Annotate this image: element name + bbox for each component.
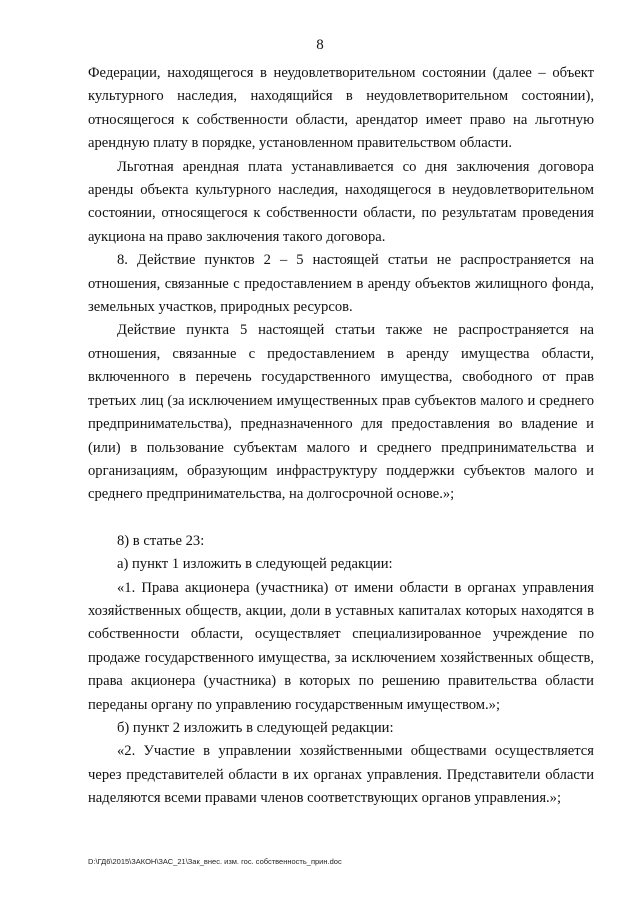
paragraph-item-8: 8. Действие пунктов 2 – 5 настоящей статьи не распространяется на отношения, связанные с предоставлением в аренду объектов жилищного фонда, земельных участков, природных ресурсов.	[88, 252, 594, 316]
paragraph-article-23: 8) в статье 23:	[117, 532, 205, 549]
page-number: 8	[316, 37, 324, 53]
paragraph-quote-1: «1. Права акционера (участника) от имени области в органах управления хозяйственных обществ, акции, доли в уставных капиталах которых находятся в собственности области, осуществляет специализированное учреждение по продаже государственного имущества, за исключением хозяйственных обществ, права акционера (участника) в которых по решению правительства области переданы органу по управлению государственным имуществом.»;	[88, 579, 594, 713]
paragraph-subitem-a: а) пункт 1 изложить в следующей редакции:	[117, 556, 393, 573]
paragraph-subitem-b: б) пункт 2 изложить в следующей редакции:	[117, 719, 394, 736]
paragraph-preferential-rent: Льготная арендная плата устанавливается со дня заключения договора аренды объекта культурного наследия, находящегося в неудовлетворительном состоянии, относящегося к собственности области, по результатам проведения аукциона на право заключения такого договора.	[88, 158, 594, 245]
footer-file-path: D:\ГД6\2015\ЗАКОН\ЗАС_21\Зак_внес. изм. гос. собственность_прин.doc	[88, 857, 342, 866]
paragraph-continuation: Федерации, находящегося в неудовлетворительном состоянии (далее – объект культурного наследия, находящийся в неудовлетворительном состоянии), относящегося к собственности области, арендатор имеет право на льготную арендную плату в порядке, установленном правительством области.	[88, 65, 594, 152]
paragraph-item-5-exception: Действие пункта 5 настоящей статьи также не распространяется на отношения, связанные с предоставлением в аренду имущества области, включенного в перечень государственного имущества, свободного от прав третьих лиц (за исключением имущественных прав субъектов малого и среднего предпринимательства), предназначенного для предоставления во владение и (или) в пользование субъектам малого и среднего предпринимательства и организациям, образующим инфраструктуру поддержки субъектов малого и среднего предпринимательства, на долгосрочной основе.»;	[88, 322, 594, 503]
paragraph-quote-2: «2. Участие в управлении хозяйственными обществами осуществляется через представителей области в их органах управления. Представители области наделяются всеми правами членов соответствующих органов управления.»;	[88, 743, 594, 807]
document-body	[88, 62, 594, 811]
